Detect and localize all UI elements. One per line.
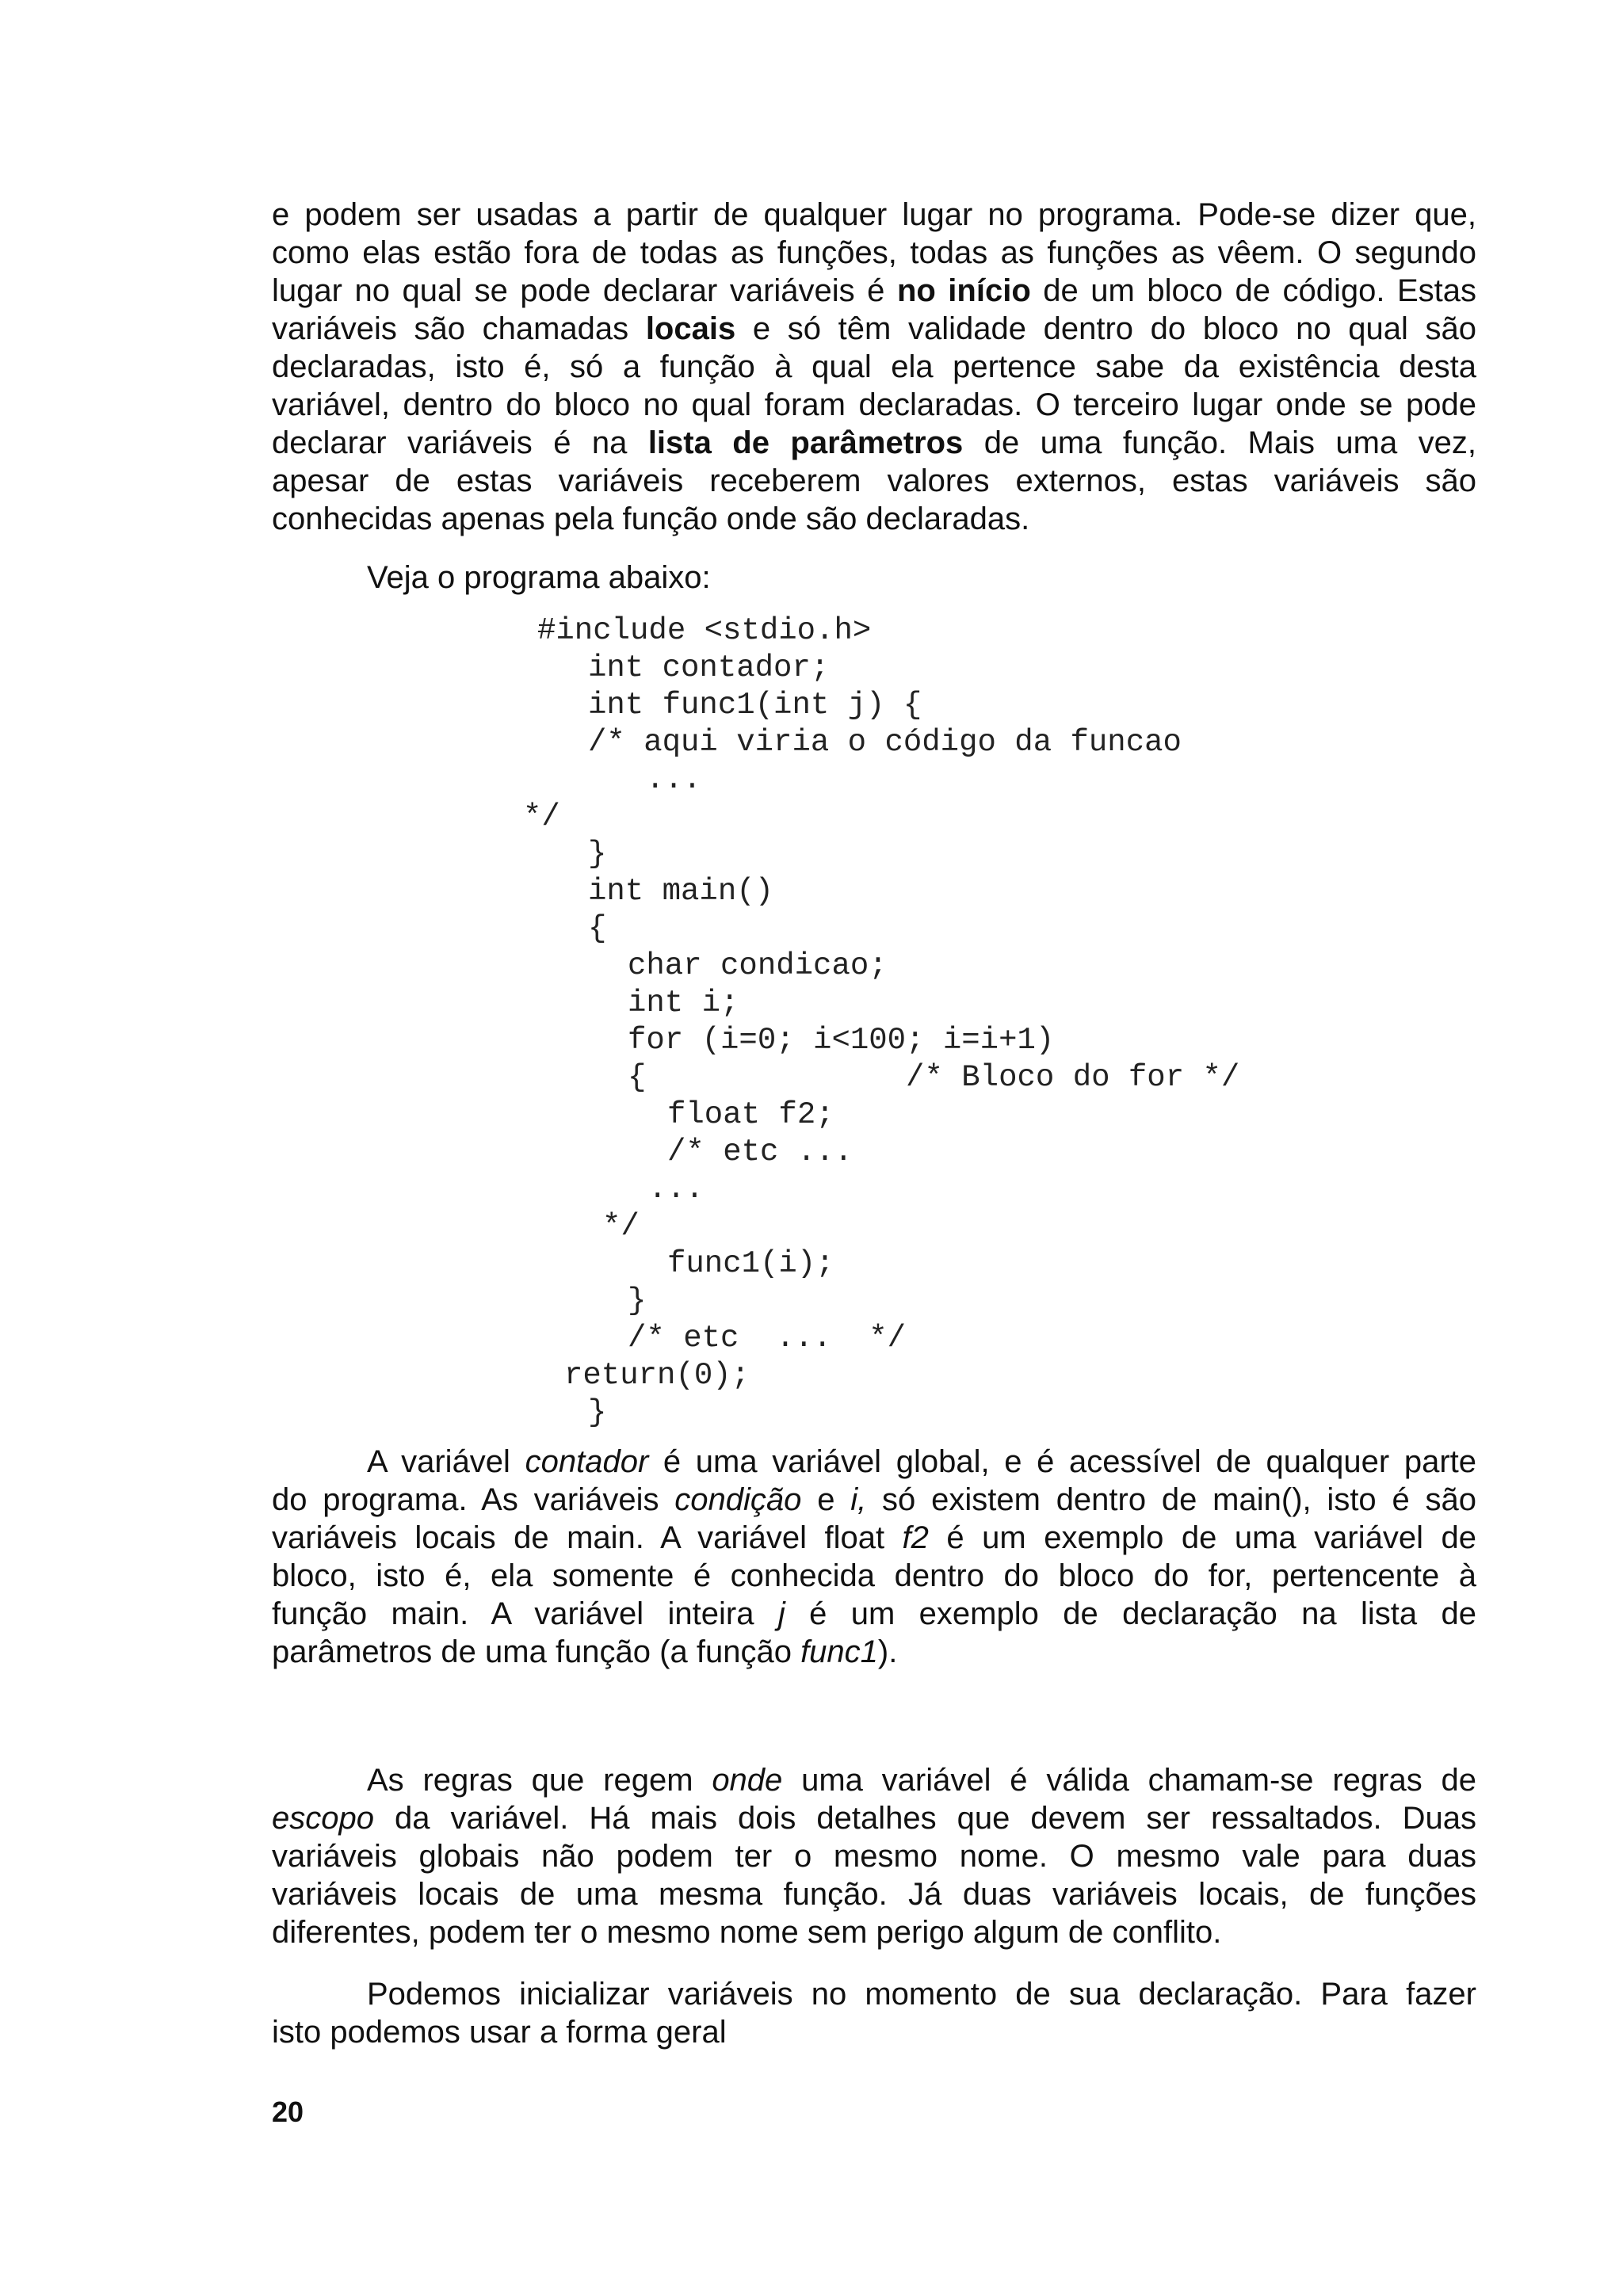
text-line — [272, 1799, 1476, 1837]
text-segment: do programa. As variáveis — [272, 1482, 675, 1517]
text-line — [272, 234, 1476, 272]
text-segment: é uma variável global, e é acessível de qualquer parte — [648, 1444, 1476, 1479]
text-segment: função main. A variável inteira — [272, 1596, 778, 1631]
code-line: /* etc ... */ — [628, 1321, 907, 1356]
text-segment: e só têm validade dentro do bloco no qual são — [735, 311, 1476, 346]
text-line — [272, 500, 1476, 538]
text-segment: e — [801, 1482, 851, 1517]
code-line: int i; — [628, 986, 739, 1020]
emphasized-text: no início — [896, 273, 1031, 308]
text-segment: isto podemos usar a forma geral — [272, 2015, 727, 2050]
text-segment: variáveis locais de uma mesma função. Já duas variáveis locais, de funções — [272, 1877, 1476, 1912]
text-line — [272, 1975, 1476, 2013]
text-line — [272, 1443, 1476, 1481]
text-line — [272, 272, 1476, 310]
code-line: char condicao; — [628, 948, 888, 983]
text-segment: variável, dentro do bloco no qual foram declaradas. O terceiro lugar onde se pode — [272, 387, 1476, 422]
text-segment: A variável — [367, 1444, 525, 1479]
code-line: ... — [646, 762, 702, 797]
emphasized-text: onde — [712, 1763, 783, 1798]
text-segment: e podem ser usadas a partir de qualquer lugar no programa. Pode-se dizer que, — [272, 197, 1476, 232]
code-line: */ — [523, 799, 560, 834]
text-line — [272, 1557, 1476, 1595]
text-segment: apesar de estas variáveis receberem valores externos, estas variáveis são — [272, 463, 1476, 498]
text-segment: conhecidas apenas pela função onde são declaradas. — [272, 502, 1030, 536]
text-line — [272, 386, 1476, 424]
text-line — [272, 196, 1476, 234]
text-line — [272, 1875, 1476, 1913]
text-segment: uma variável é válida chamam-se regras de — [782, 1763, 1476, 1798]
code-line: int contador; — [588, 650, 830, 685]
text-segment: é um exemplo de declaração na lista de — [785, 1596, 1476, 1631]
emphasized-text: f2 — [902, 1520, 929, 1555]
paragraph-initialization — [272, 1975, 1476, 2051]
paragraph-scope-rules — [272, 1761, 1476, 1951]
text-segment: de um bloco de código. Estas — [1030, 273, 1476, 308]
code-line: } — [628, 1283, 647, 1318]
page-number: 20 — [272, 2096, 304, 2128]
text-line — [272, 2013, 1476, 2051]
text-line — [272, 462, 1476, 500]
code-line: ... — [648, 1172, 705, 1207]
paragraph-scope-intro — [272, 196, 1476, 538]
paragraph-variable-explanation — [272, 1443, 1476, 1671]
code-line: } — [588, 1395, 607, 1430]
text-segment: variáveis globais não podem ter o mesmo nome. O mesmo vale para duas — [272, 1839, 1476, 1874]
text-segment: declarar variáveis é na — [272, 425, 648, 460]
emphasized-text: escopo — [272, 1801, 374, 1836]
text-segment: lugar no qual se pode declarar variáveis é — [272, 273, 897, 308]
emphasized-text: condição — [674, 1482, 802, 1517]
code-line: int main() — [588, 874, 774, 909]
emphasized-text: locais — [645, 311, 736, 346]
text-segment: bloco, isto é, ela somente é conhecida dentro do bloco do for, pertencente à — [272, 1558, 1476, 1593]
code-line: { /* Bloco do for */ — [628, 1060, 1240, 1095]
text-segment: parâmetros de uma função (a função — [272, 1634, 801, 1669]
code-line: /* etc ... — [667, 1135, 854, 1169]
text-segment: da variável. Há mais dois detalhes que devem ser ressaltados. Duas — [373, 1801, 1476, 1836]
code-line: float f2; — [667, 1097, 834, 1132]
code-line: for (i=0; i<100; i=i+1) — [628, 1023, 1055, 1058]
code-line: int func1(int j) { — [588, 688, 922, 723]
emphasized-text: j — [777, 1596, 785, 1631]
text-segment: só existem dentro de main(), isto é são — [866, 1482, 1476, 1517]
text-line — [272, 348, 1476, 386]
text-line — [272, 1761, 1476, 1799]
code-line: /* aqui viria o código da funcao — [588, 725, 1182, 760]
text-segment: como elas estão fora de todas as funções, todas as funções as vêem. O segundo — [272, 235, 1476, 270]
text-line — [272, 1633, 1476, 1671]
code-line: */ — [602, 1209, 640, 1244]
emphasized-text: lista de parâmetros — [647, 425, 964, 460]
text-line — [272, 1837, 1476, 1875]
text-line — [272, 1519, 1476, 1557]
code-line: return(0); — [564, 1358, 750, 1393]
text-line — [272, 1595, 1476, 1633]
text-segment: variáveis são chamadas — [272, 311, 646, 346]
text-segment: de uma função. Mais uma vez, — [963, 425, 1476, 460]
text-segment: diferentes, podem ter o mesmo nome sem perigo algum de conflito. — [272, 1915, 1222, 1950]
text-segment: é um exemplo de uma variável de — [928, 1520, 1476, 1555]
text-segment: Podemos inicializar variáveis no momento de sua declaração. Para fazer — [367, 1977, 1476, 2012]
text-segment: As regras que regem — [367, 1763, 712, 1798]
text-line — [272, 424, 1476, 462]
emphasized-text: func1 — [800, 1634, 878, 1669]
code-line: { — [588, 911, 607, 946]
emphasized-text: contador — [525, 1444, 649, 1479]
text-segment: declaradas, isto é, só a função à qual ela pertence sabe da existência desta — [272, 349, 1476, 384]
code-line: #include <stdio.h> — [537, 613, 872, 648]
text-segment: variáveis locais de main. A variável float — [272, 1520, 903, 1555]
code-line: } — [588, 837, 607, 871]
code-line: func1(i); — [667, 1246, 834, 1281]
text-line — [272, 1481, 1476, 1519]
lead-in-text: Veja o programa abaixo: — [367, 560, 711, 595]
emphasized-text: i, — [850, 1482, 867, 1517]
text-line — [272, 310, 1476, 348]
text-segment: ). — [877, 1634, 898, 1669]
text-line — [272, 1913, 1476, 1951]
